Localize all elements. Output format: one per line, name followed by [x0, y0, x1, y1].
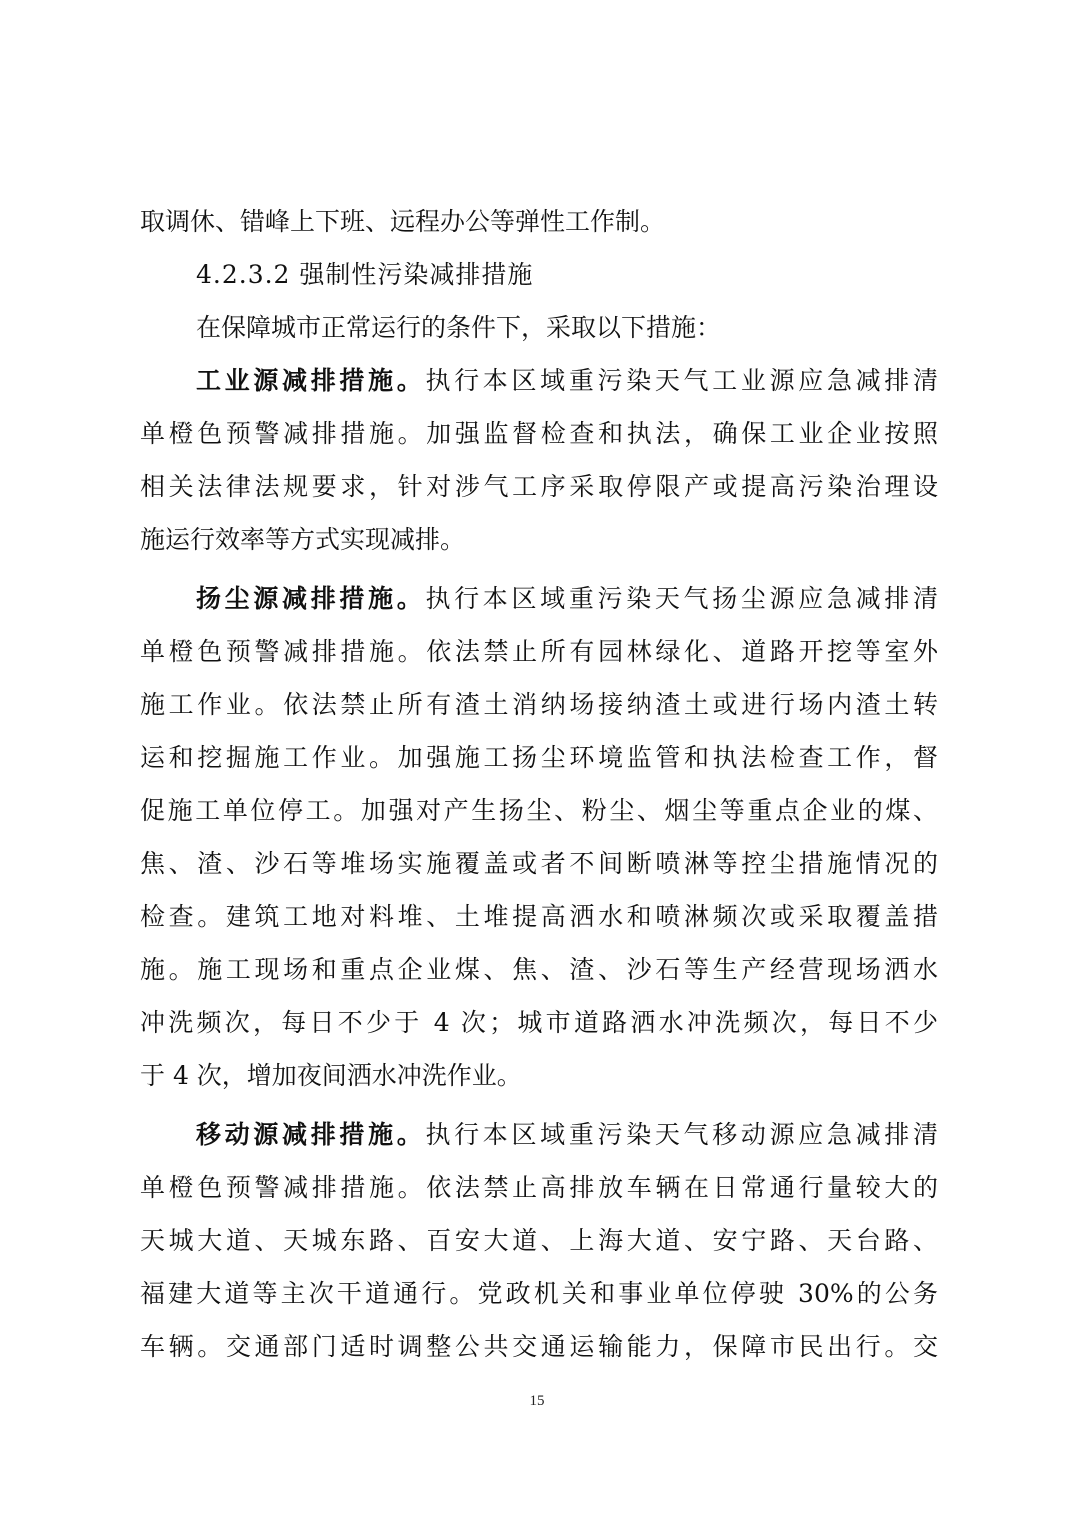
section-heading-text: 4.2.3.2 强制性污染减排措施	[196, 260, 534, 289]
paragraph-text: 执行本区域重污染天气扬尘源应急减排清	[425, 584, 938, 613]
paragraph-line	[140, 572, 938, 625]
paragraph-line: 福建大道等主次干道通行。党政机关和事业单位停驶 30%的公务	[140, 1279, 938, 1308]
mobile-paragraph	[140, 1108, 938, 1373]
paragraph-text: 执行本区域重污染天气移动源应急减排清	[425, 1120, 938, 1149]
mobile-title: 移动源减排措施。	[196, 1120, 426, 1149]
paragraph-line: 施运行效率等方式实现减排。	[140, 525, 466, 554]
page-number: 15	[529, 1393, 545, 1409]
paragraph-line: 检查。建筑工地对料堆、土堆提高洒水和喷淋频次或采取覆盖措	[140, 902, 938, 931]
dust-title: 扬尘源减排措施。	[196, 584, 426, 613]
paragraph-line: 施工作业。依法禁止所有渣土消纳场接纳渣土或进行场内渣土转	[140, 690, 938, 719]
paragraph-line: 单橙色预警减排措施。加强监督检查和执法，确保工业企业按照	[140, 419, 938, 448]
paragraph-line: 相关法律法规要求，针对涉气工序采取停限产或提高污染治理设	[140, 472, 938, 501]
paragraph-line	[140, 1108, 938, 1161]
paragraph-line: 单橙色预警减排措施。依法禁止所有园林绿化、道路开挖等室外	[140, 637, 938, 666]
dust-paragraph	[140, 572, 938, 1102]
body-text	[140, 195, 938, 1373]
industrial-paragraph	[140, 354, 938, 566]
paragraph-line: 冲洗频次，每日不少于 4 次；城市道路洒水冲洗频次，每日不少	[140, 1008, 938, 1037]
paragraph-line: 车辆。交通部门适时调整公共交通运输能力，保障市民出行。交	[140, 1332, 938, 1361]
paragraph-line: 天城大道、天城东路、百安大道、上海大道、安宁路、天台路、	[140, 1226, 938, 1255]
section-heading	[140, 248, 938, 301]
paragraph-line: 施。施工现场和重点企业煤、焦、渣、沙石等生产经营现场洒水	[140, 955, 938, 984]
intro-line	[140, 301, 938, 354]
intro-text: 在保障城市正常运行的条件下，采取以下措施：	[196, 313, 722, 342]
industrial-title: 工业源减排措施。	[196, 366, 426, 395]
paragraph-text: 执行本区域重污染天气工业源应急减排清	[425, 366, 938, 395]
paragraph-line: 促施工单位停工。加强对产生扬尘、粉尘、烟尘等重点企业的煤、	[140, 796, 938, 825]
paragraph-line	[140, 354, 938, 407]
paragraph-line: 焦、渣、沙石等堆场实施覆盖或者不间断喷淋等控尘措施情况的	[140, 849, 938, 878]
continuation-line	[140, 195, 938, 248]
paragraph-line: 于 4 次，增加夜间洒水冲洗作业。	[140, 1061, 522, 1090]
continuation-text: 取调休、错峰上下班、远程办公等弹性工作制。	[140, 207, 666, 236]
paragraph-line: 运和挖掘施工作业。加强施工扬尘环境监管和执法检查工作，督	[140, 743, 938, 772]
paragraph-line: 单橙色预警减排措施。依法禁止高排放车辆在日常通行量较大的	[140, 1173, 938, 1202]
